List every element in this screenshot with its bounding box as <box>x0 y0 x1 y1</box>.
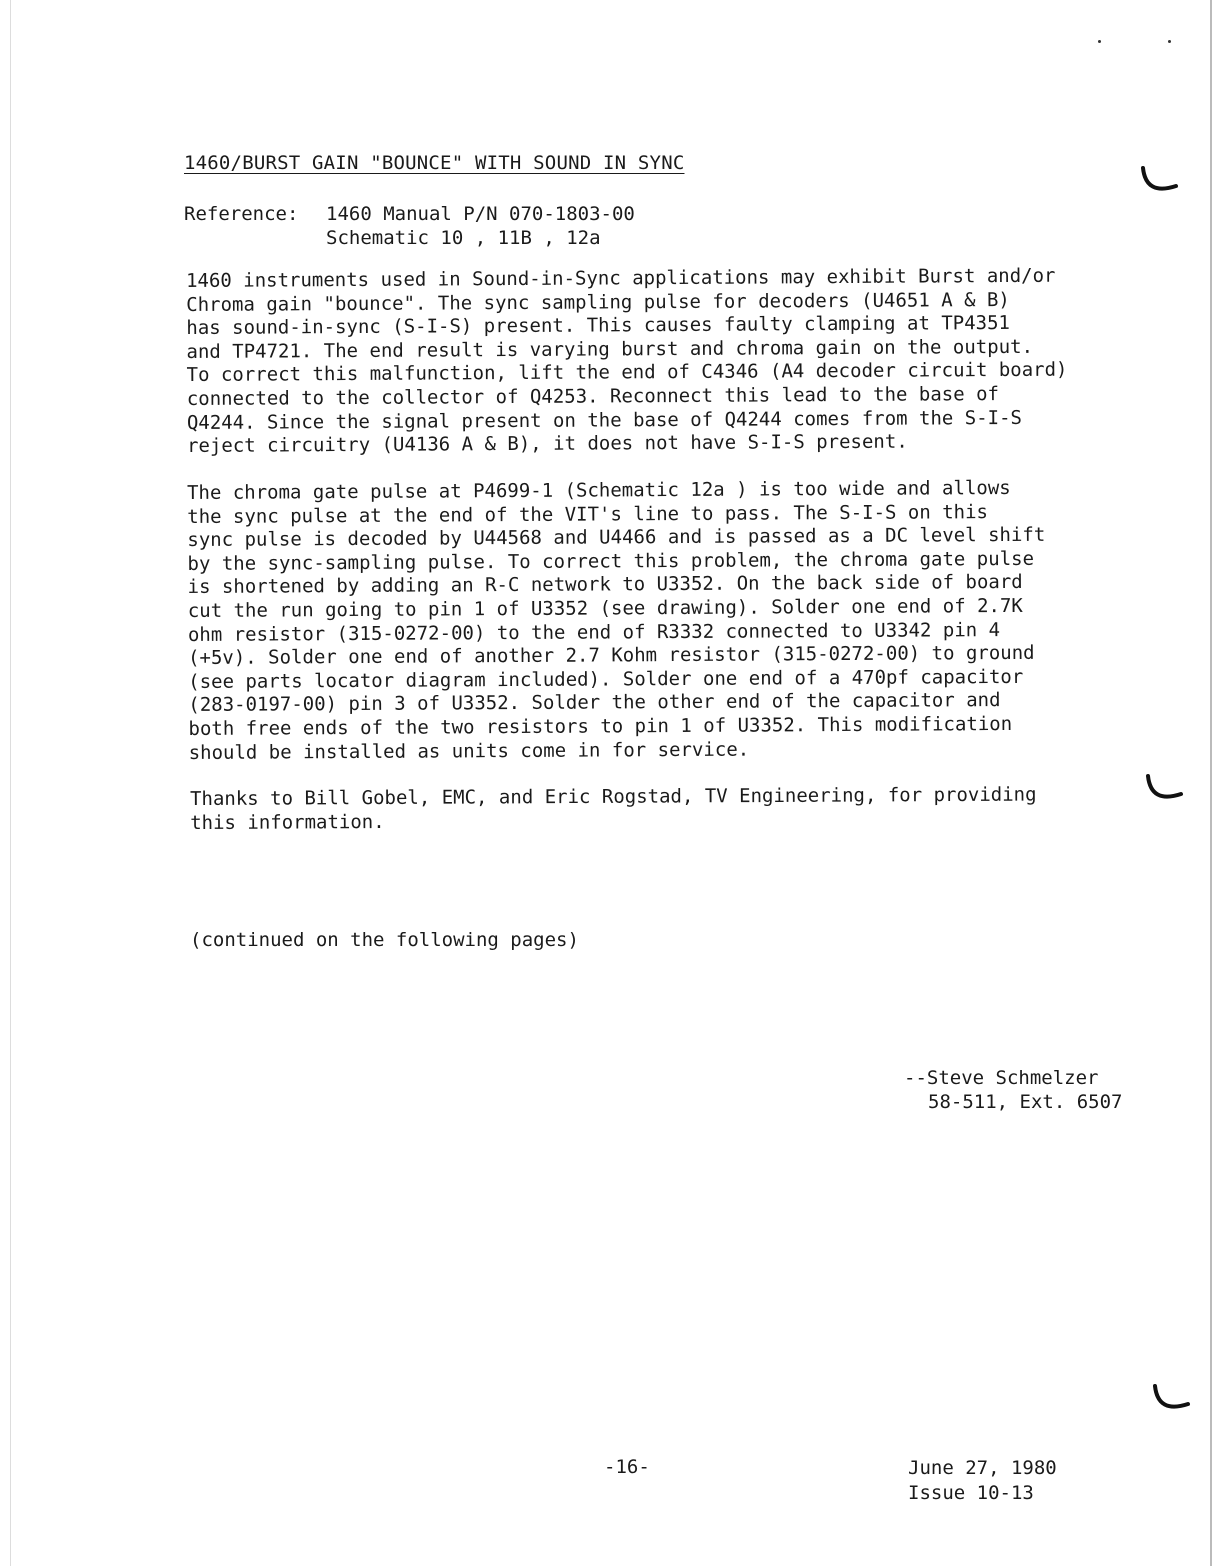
scan-edge-right <box>1210 0 1212 1566</box>
binder-punch-mark-top <box>1140 160 1180 200</box>
scan-speck <box>1168 40 1171 43</box>
page-title: 1460/BURST GAIN "BOUNCE" WITH SOUND IN SYNC <box>184 152 685 174</box>
reference-schematic: Schematic 10 , 11B , 12a <box>326 227 601 249</box>
scan-edge-left <box>10 0 11 1566</box>
paragraph-thanks: Thanks to Bill Gobel, EMC, and Eric Rogstad, TV Engineering, for providing this information. <box>190 783 1037 834</box>
paragraph-correction: The chroma gate pulse at P4699-1 (Schematic 12a ) is too wide and allows the sync pulse at the end of the VIT's line to pass. The S-I-S on this sync pulse is decoded by U44568 and U4466 and is passed as a DC level shift by the sync-sampling pulse. To correct this problem, the chroma gate pulse is shortened by adding an R-C network to U3352. On the back side of board cut the run going to pin 1 of U3352 (see drawing). Solder one end of 2.7K ohm resistor (315-0272-00) to the end of R3332 connected to U3342 pin 4 (+5v). Solder one end of another 2.7 Kohm resistor (315-0272-00) to ground (see parts locator diagram included). Solder one end of a 470pf capacitor (283-0197-00) pin 3 of U3352. Solder the other end of the capacitor and both free ends of the two resistors to pin 1 of U3352. This modification should be installed as units come in for service. <box>187 476 1046 764</box>
reference-label: Reference: <box>184 203 299 225</box>
paragraph-problem: 1460 instruments used in Sound-in-Sync applications may exhibit Burst and/or Chroma gain "bounce". The sync sampling pulse for decoders (U4651 A & B) has sound-in-sync (S-I-S) present. This causes faulty clamping at TP4351 and TP4721. The end result is varying burst and chroma gain on the output. To correct this malfunction, lift the end of C4346 (A4 decoder circuit board) connected to the collector of Q4253. Reconnect this lead to the base of Q4244. Since the signal present on the base of Q4244 comes from the S-I-S reject circuitry (U4136 A & B), it does not have S-I-S present. <box>186 264 1068 458</box>
continued-note: (continued on the following pages) <box>190 929 579 951</box>
footer-date: June 27, 1980 <box>908 1457 1057 1479</box>
binder-punch-mark-bottom <box>1152 1378 1192 1418</box>
reference-manual: 1460 Manual P/N 070-1803-00 <box>326 203 635 225</box>
footer-issue: Issue 10-13 <box>908 1482 1034 1504</box>
signature-extension: 58-511, Ext. 6507 <box>928 1091 1123 1113</box>
scan-speck <box>1098 40 1101 43</box>
page-number: -16- <box>604 1456 650 1478</box>
binder-punch-mark-middle <box>1145 770 1185 810</box>
footer-date-block <box>908 1456 1057 1506</box>
reference-block <box>184 202 635 250</box>
signature-block <box>904 1066 1122 1114</box>
signature-name: --Steve Schmelzer <box>904 1067 1099 1089</box>
